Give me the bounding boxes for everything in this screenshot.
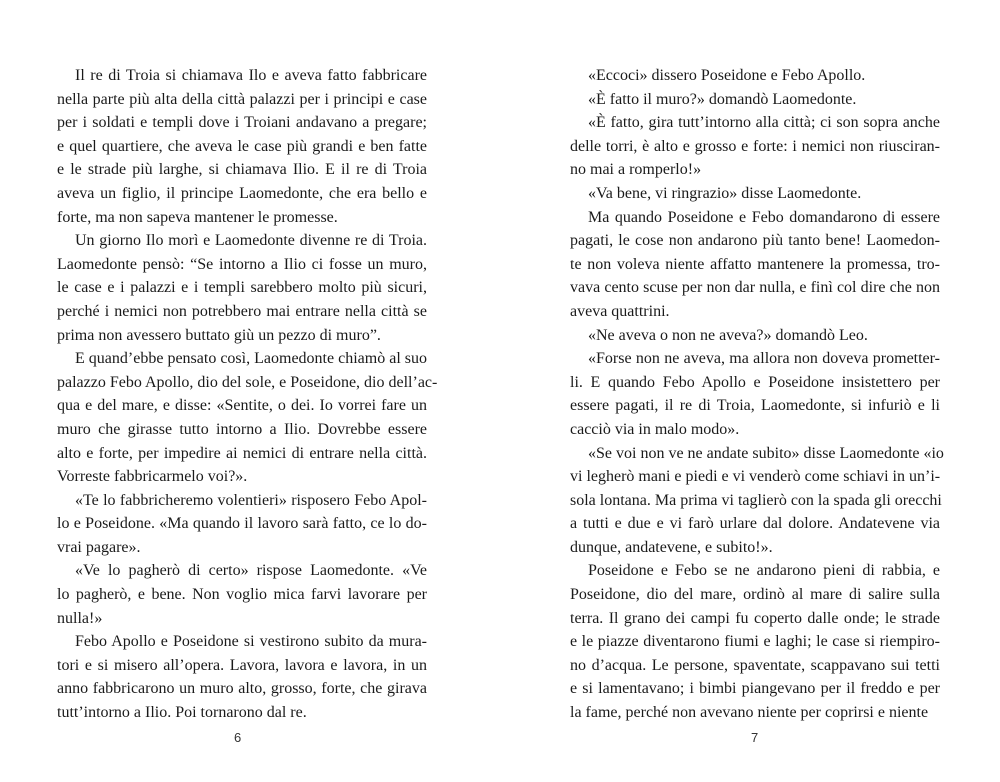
text-line: Ma quando Poseidone e Febo domandarono di essere xyxy=(588,208,940,226)
text-line: «È fatto il muro?» domandò Laomedonte. xyxy=(588,90,857,108)
paragraph xyxy=(570,347,940,441)
text-line: Poseidone e Febo se ne andarono pieni di rabbia, e xyxy=(588,562,940,580)
text-line: Vorreste fabbricarmelo voi?». xyxy=(57,468,248,486)
paragraph xyxy=(57,559,427,630)
paragraph xyxy=(57,64,427,229)
text-line: essere pagati, il re di Troia, Laomedonte, si infuriò e li xyxy=(570,397,940,415)
text-line: «Te lo fabbricheremo volentieri» risposero Febo Apol- xyxy=(75,491,427,509)
text-line: forte, ma non sapeva mantener le promesse. xyxy=(57,208,338,226)
paragraph xyxy=(570,64,940,88)
paragraph xyxy=(57,347,438,489)
text-line: Febo Apollo e Poseidone si vestirono subito da mura- xyxy=(75,633,427,651)
page-number-right: 7 xyxy=(751,730,759,745)
paragraph xyxy=(57,489,427,560)
text-line: «Ve lo pagherò di certo» rispose Laomedonte. «Ve xyxy=(75,562,427,580)
text-line: vrai pagare». xyxy=(57,538,141,556)
text-line: lo pagherò, e bene. Non voglio mica farvi lavorare per xyxy=(57,586,427,604)
paragraph xyxy=(570,182,940,206)
text-line: aveva quattrini. xyxy=(570,302,670,320)
right-page-text xyxy=(570,64,944,725)
text-line: e le strade più larghe, si chiamava Ilio. E il re di Troia xyxy=(57,161,427,179)
text-line: «È fatto, gira tutt’intorno alla città; ci son sopra anche xyxy=(588,114,940,132)
text-line: te non voleva niente affatto mantenere la promessa, tro- xyxy=(570,255,940,273)
text-line: Poseidone, dio del mare, ordinò al mare di salire sulla xyxy=(570,586,940,604)
text-line: no d’acqua. Le persone, spaventate, scappavano sui tetti xyxy=(570,656,940,674)
text-line: dunque, andatevene, e subito!». xyxy=(570,538,773,556)
paragraph xyxy=(570,442,944,560)
text-line: terra. Il grano dei campi fu coperto dalle onde; le strade xyxy=(570,609,940,627)
text-line: pagati, le cose non andarono più tanto bene! Laomedon- xyxy=(570,232,940,250)
text-line: delle torri, è alto e grosso e forte: i nemici non riusciran- xyxy=(570,137,940,155)
text-line: e le piazze diventarono fiumi e laghi; le case si riempiro- xyxy=(570,633,940,651)
text-line: li. E quando Febo Apollo e Poseidone insistettero per xyxy=(570,373,940,391)
text-line: anno fabbricarono un muro alto, grosso, forte, che girava xyxy=(57,680,427,698)
text-line: «Se voi non ve ne andate subito» disse Laomedonte «io xyxy=(588,444,944,462)
text-line: nella parte più alta della città palazzi per i principi e case xyxy=(57,90,427,108)
text-line: alto e forte, per impedire ai nemici di entrare nella città. xyxy=(57,444,427,462)
text-line: per i soldati e templi dove i Troiani andavano a pregare; xyxy=(57,114,427,132)
paragraph xyxy=(570,88,940,112)
text-line: Laomedonte pensò: “Se intorno a Ilio ci fosse un muro, xyxy=(57,255,427,273)
left-page-text xyxy=(57,64,438,725)
text-line: E quand’ebbe pensato così, Laomedonte chiamò al suo xyxy=(75,350,427,368)
paragraph xyxy=(570,559,940,724)
paragraph xyxy=(570,324,940,348)
text-line: «Forse non ne aveva, ma allora non doveva prometter- xyxy=(588,350,940,368)
text-line: Un giorno Ilo morì e Laomedonte divenne re di Troia. xyxy=(75,232,427,250)
paragraph xyxy=(570,111,940,182)
text-line: e si lamentavano; i bimbi piangevano per il freddo e per xyxy=(570,680,940,698)
text-line: e quel quartiere, che aveva le case più grandi e ben fatte xyxy=(57,137,427,155)
paragraph xyxy=(57,229,427,347)
text-line: cacciò via in malo modo». xyxy=(570,420,740,438)
text-line: «Ne aveva o non ne aveva?» domandò Leo. xyxy=(588,326,868,344)
text-line: tori e si misero all’opera. Lavora, lavora e lavora, in un xyxy=(57,656,427,674)
text-line: la fame, perché non avevano niente per coprirsi e niente xyxy=(570,704,929,722)
text-line: vi legherò mani e piedi e vi venderò come schiavi in un’i- xyxy=(570,468,941,486)
text-line: a tutti e due e vi farò urlare dal dolore. Andatevene via xyxy=(570,515,940,533)
text-line: no mai a romperlo!» xyxy=(570,161,702,179)
text-line: lo e Poseidone. «Ma quando il lavoro sarà fatto, ce lo do- xyxy=(57,515,427,533)
text-line: «Eccoci» dissero Poseidone e Febo Apollo. xyxy=(588,67,866,84)
text-line: «Va bene, vi ringrazio» disse Laomedonte. xyxy=(588,184,862,202)
text-line: muro che girasse tutto intorno a Ilio. Dovrebbe essere xyxy=(57,420,427,438)
text-line: vava cento scuse per non dar nulla, e finì col dire che non xyxy=(570,279,940,297)
text-line: tutt’intorno a Ilio. Poi tornarono dal re. xyxy=(57,704,307,722)
text-line: le case e i palazzi e i templi sarebbero molto più sicuri, xyxy=(57,279,427,297)
text-line: palazzo Febo Apollo, dio del sole, e Poseidone, dio dell’ac- xyxy=(57,373,438,391)
paragraph xyxy=(57,630,427,724)
text-line: qua e del mare, e disse: «Sentite, o dei. Io vorrei fare un xyxy=(57,397,427,415)
text-line: prima non avessero buttato giù un pezzo di muro”. xyxy=(57,326,381,344)
paragraph xyxy=(570,206,940,324)
text-line: sola lontana. Ma prima vi taglierò con la spada gli orecchi xyxy=(570,491,942,509)
text-line: nulla!» xyxy=(57,609,103,627)
text-line: perché i nemici non potrebbero mai entrare nella città se xyxy=(57,302,427,320)
page-number-left: 6 xyxy=(234,730,242,745)
text-line: aveva un figlio, il principe Laomedonte, che era bello e xyxy=(57,184,427,202)
text-line: Il re di Troia si chiamava Ilo e aveva fatto fabbricare xyxy=(75,67,427,84)
